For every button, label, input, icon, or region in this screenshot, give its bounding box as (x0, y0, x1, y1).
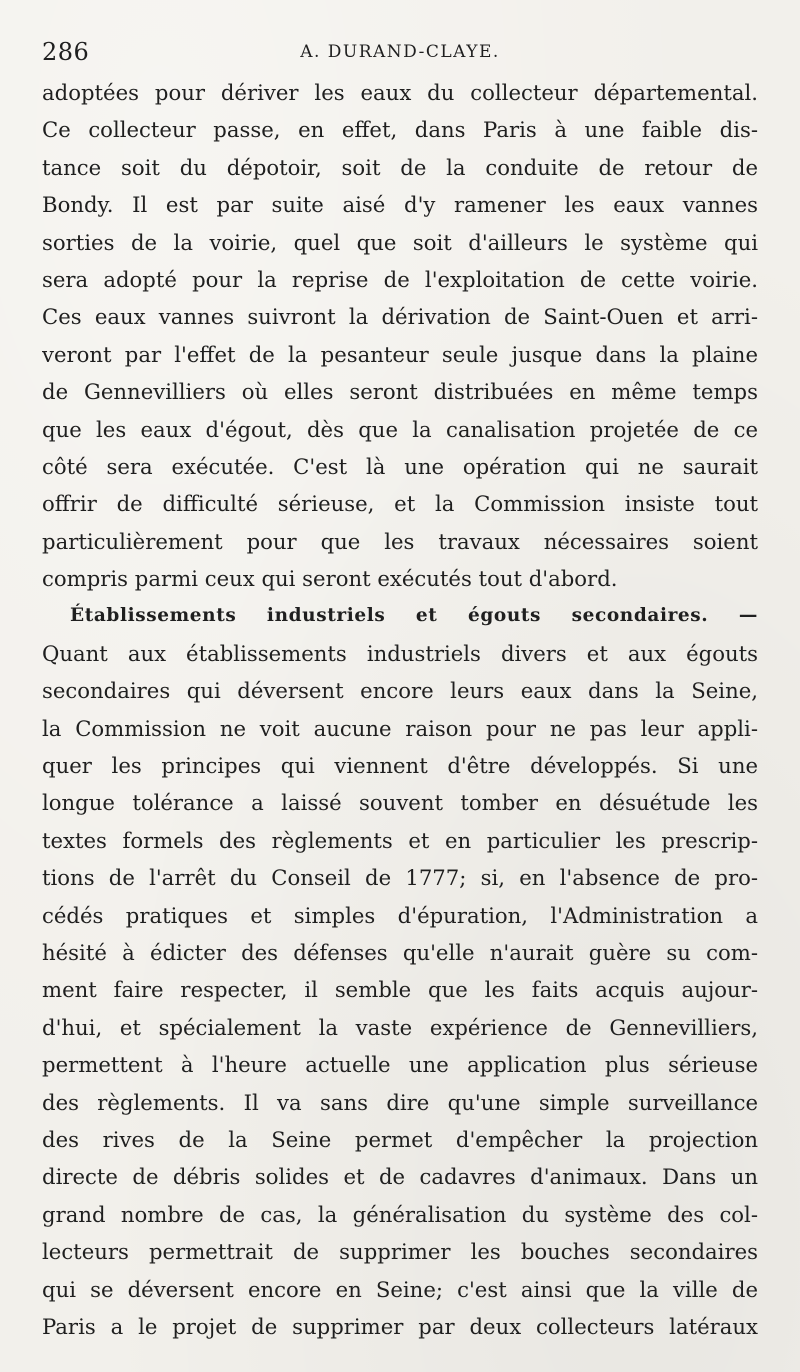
text-line: offrir de difficulté sérieuse, et la Commission insiste tout (42, 491, 758, 517)
text-line: quer les principes qui viennent d'être développés. Si une (42, 753, 758, 779)
text-line: sera adopté pour la reprise de l'exploitation de cette voirie. (42, 266, 758, 292)
text-line: Paris a le projet de supprimer par deux collecteurs latéraux (42, 1313, 758, 1339)
text-line: textes formels des règlements et en particulier les prescrip- (42, 827, 758, 853)
text-line: d'hui, et spécialement la vaste expérience de Gennevilliers, (42, 1014, 758, 1040)
text-line: cédés pratiques et simples d'épuration, l'Administration a (42, 902, 758, 928)
text-line: longue tolérance a laissé souvent tomber en désuétude les (42, 790, 758, 816)
text-line: qui se déversent encore en Seine; c'est ainsi que la ville de (42, 1276, 758, 1302)
text-line: des rives de la Seine permet d'empêcher la projection (42, 1126, 758, 1152)
text-line: des règlements. Il va sans dire qu'une simple surveillance (42, 1089, 758, 1115)
text-line: ment faire respecter, il semble que les faits acquis aujour- (42, 977, 758, 1003)
text-line: tions de l'arrêt du Conseil de 1777; si, en l'absence de pro- (42, 865, 758, 891)
text-line: Ces eaux vannes suivront la dérivation de Saint-Ouen et arri- (42, 304, 758, 330)
text-line: Quant aux établissements industriels divers et aux égouts (42, 640, 758, 666)
body-text (42, 74, 758, 1345)
text-line: directe de débris solides et de cadavres d'animaux. Dans un (42, 1164, 758, 1190)
page-header (42, 38, 758, 68)
text-line: lecteurs permettrait de supprimer les bouches secondaires (42, 1239, 758, 1265)
text-line: hésité à édicter des défenses qu'elle n'aurait guère su com- (42, 939, 758, 965)
text-line: tance soit du dépotoir, soit de la conduite de retour de (42, 154, 758, 180)
running-head: A. DURAND-CLAYE. (300, 42, 500, 62)
page-number: 286 (42, 38, 90, 66)
text-line: grand nombre de cas, la généralisation du système des col- (42, 1201, 758, 1227)
section-heading: Établissements industriels et égouts secondaires. — (70, 605, 758, 627)
text-line: secondaires qui déversent encore leurs eaux dans la Seine, (42, 678, 758, 704)
text-line: permettent à l'heure actuelle une application plus sérieuse (42, 1052, 758, 1078)
text-line: la Commission ne voit aucune raison pour ne pas leur appli- (42, 715, 758, 741)
paragraph-end-line: compris parmi ceux qui seront exécutés tout d'abord. (42, 566, 618, 592)
text-line: sorties de la voirie, quel que soit d'ailleurs le système qui (42, 229, 758, 255)
text-line: Bondy. Il est par suite aisé d'y ramener les eaux vannes (42, 192, 758, 218)
text-line: adoptées pour dériver les eaux du collecteur départemental. (42, 80, 758, 105)
text-line: Ce collecteur passe, en effet, dans Paris à une faible dis- (42, 117, 758, 143)
text-line: côté sera exécutée. C'est là une opération qui ne saurait (42, 453, 758, 479)
text-line: que les eaux d'égout, dès que la canalisation projetée de ce (42, 416, 758, 442)
text-line: particulièrement pour que les travaux nécessaires soient (42, 528, 758, 554)
text-line: de Gennevilliers où elles seront distribuées en même temps (42, 379, 758, 405)
text-line: veront par l'effet de la pesanteur seule jusque dans la plaine (42, 341, 758, 367)
